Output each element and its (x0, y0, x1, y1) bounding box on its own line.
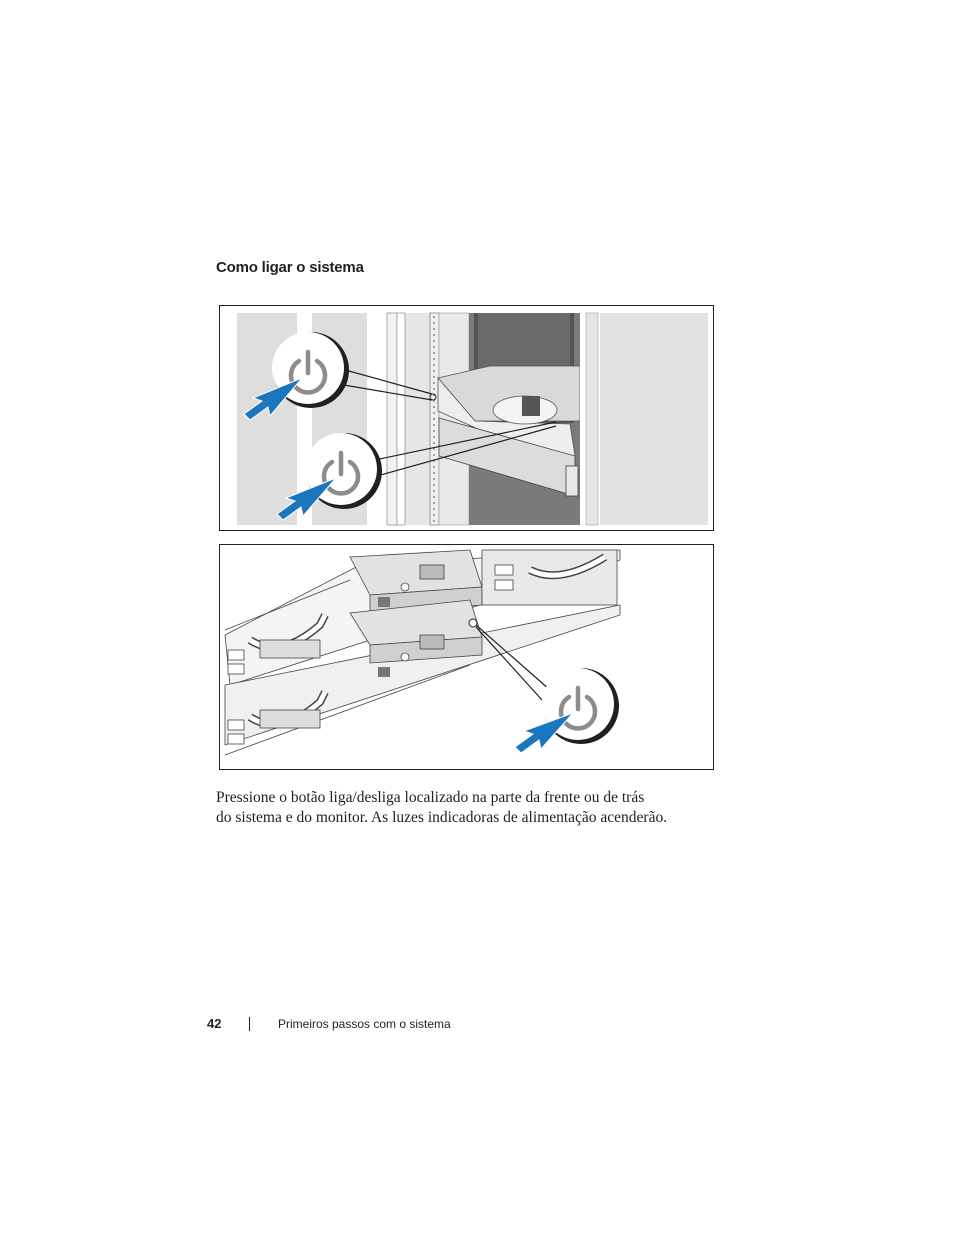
illustration-rack-front (220, 306, 714, 531)
instruction-line-2: do sistema e do monitor. As luzes indicadoras de alimentação acenderão. (216, 809, 668, 826)
figure-back-power-button (219, 544, 714, 770)
illustration-server-back (220, 545, 714, 770)
footer-divider (249, 1017, 250, 1031)
section-title: Como ligar o sistema (216, 259, 364, 276)
instruction-line-1: Pressione o botão liga/desliga localizado na parte da frente ou de trás (216, 789, 645, 806)
figure-front-power-buttons (219, 305, 714, 531)
rear-power-button (469, 619, 477, 627)
footer-chapter-title: Primeiros passos com o sistema (278, 1017, 451, 1031)
instruction-paragraph (216, 788, 736, 828)
page-number: 42 (207, 1016, 222, 1031)
